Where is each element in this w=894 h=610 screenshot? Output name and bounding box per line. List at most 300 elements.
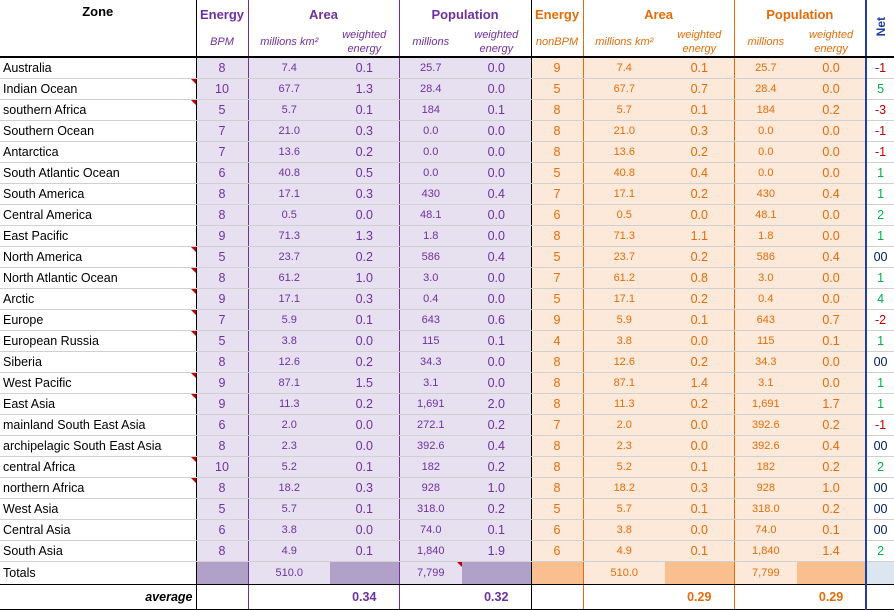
area-cell: 17.1 — [583, 184, 665, 205]
table-row — [0, 247, 894, 268]
area-cell: 61.2 — [583, 268, 665, 289]
zone-cell: southern Africa — [0, 100, 196, 121]
area-cell: 18.2 — [583, 478, 665, 499]
population-weighted-cell: 0.4 — [462, 436, 531, 457]
net-cell: -3 — [866, 100, 894, 121]
area-cell: 61.2 — [248, 268, 330, 289]
weighted-energy-subheader: weighted energy — [665, 28, 734, 57]
area-weighted-cell: 0.2 — [330, 247, 399, 268]
totals-empty — [797, 562, 866, 585]
area-weighted-cell: 0.1 — [665, 457, 734, 478]
population-weighted-cell: 0.0 — [462, 163, 531, 184]
population-weighted-cell: 1.0 — [797, 478, 866, 499]
average-population-weighted: 0.32 — [462, 585, 531, 610]
area-weighted-cell: 0.5 — [330, 163, 399, 184]
zone-cell: South America — [0, 184, 196, 205]
net-cell: -1 — [866, 57, 894, 79]
area-weighted-cell: 0.0 — [665, 331, 734, 352]
table-row — [0, 331, 894, 352]
population-weighted-cell: 1.4 — [797, 541, 866, 562]
population-weighted-cell: 0.2 — [797, 457, 866, 478]
totals-population: 7,799 — [734, 562, 797, 585]
area-nonbpm-header: Area — [583, 0, 734, 28]
area-cell: 0.5 — [248, 205, 330, 226]
population-weighted-cell: 0.2 — [797, 415, 866, 436]
population-cell: 318.0 — [734, 499, 797, 520]
energy-bpm-cell: 9 — [196, 289, 248, 310]
area-cell: 5.2 — [248, 457, 330, 478]
population-cell: 1.8 — [399, 226, 462, 247]
area-cell: 17.1 — [583, 289, 665, 310]
area-bpm-header: Area — [248, 0, 399, 28]
population-cell: 0.0 — [399, 163, 462, 184]
area-cell: 3.8 — [248, 520, 330, 541]
zone-cell: archipelagic South East Asia — [0, 436, 196, 457]
area-cell: 4.9 — [248, 541, 330, 562]
average-empty — [531, 585, 583, 610]
population-bpm-header: Population — [399, 0, 531, 28]
area-weighted-cell: 0.3 — [330, 121, 399, 142]
energy-bpm-header: Energy — [196, 0, 248, 28]
population-cell: 48.1 — [734, 205, 797, 226]
energy-bpm-cell: 6 — [196, 163, 248, 184]
average-area-weighted: 0.34 — [330, 585, 399, 610]
population-cell: 392.6 — [734, 436, 797, 457]
net-cell: 1 — [866, 268, 894, 289]
area-weighted-cell: 0.0 — [330, 205, 399, 226]
net-cell: 1 — [866, 163, 894, 184]
population-weighted-cell: 0.0 — [462, 289, 531, 310]
energy-bpm-cell: 8 — [196, 57, 248, 79]
area-weighted-cell: 0.2 — [330, 352, 399, 373]
area-cell: 5.7 — [248, 100, 330, 121]
average-empty — [196, 585, 248, 610]
net-cell: 2 — [866, 541, 894, 562]
area-weighted-cell: 1.3 — [330, 226, 399, 247]
population-cell: 392.6 — [399, 436, 462, 457]
population-cell: 392.6 — [734, 415, 797, 436]
energy-nonbpm-cell: 7 — [531, 415, 583, 436]
population-cell: 184 — [734, 100, 797, 121]
net-cell: 1 — [866, 373, 894, 394]
net-cell: 00 — [866, 247, 894, 268]
area-cell: 5.7 — [248, 499, 330, 520]
population-cell: 184 — [399, 100, 462, 121]
population-cell: 1,840 — [399, 541, 462, 562]
area-weighted-cell: 0.3 — [665, 478, 734, 499]
energy-nonbpm-cell: 5 — [531, 247, 583, 268]
zone-cell: West Pacific — [0, 373, 196, 394]
energy-nonbpm-cell: 5 — [531, 79, 583, 100]
zone-cell: Indian Ocean — [0, 79, 196, 100]
energy-nonbpm-cell: 6 — [531, 205, 583, 226]
energy-bpm-cell: 9 — [196, 394, 248, 415]
population-weighted-cell: 0.0 — [797, 121, 866, 142]
totals-row — [0, 562, 894, 585]
population-weighted-cell: 0.0 — [797, 79, 866, 100]
zone-cell: Central Asia — [0, 520, 196, 541]
zone-cell: Southern Ocean — [0, 121, 196, 142]
area-weighted-cell: 0.1 — [330, 499, 399, 520]
area-cell: 23.7 — [248, 247, 330, 268]
net-cell: 1 — [866, 184, 894, 205]
area-weighted-cell: 0.2 — [665, 394, 734, 415]
population-cell: 0.0 — [399, 142, 462, 163]
area-cell: 40.8 — [248, 163, 330, 184]
population-cell: 34.3 — [399, 352, 462, 373]
area-weighted-cell: 0.2 — [665, 142, 734, 163]
millions-subheader: millions — [734, 28, 797, 57]
area-cell: 5.9 — [248, 310, 330, 331]
energy-bpm-cell: 9 — [196, 226, 248, 247]
bpm-subheader: BPM — [196, 28, 248, 57]
table-row — [0, 373, 894, 394]
population-weighted-cell: 0.2 — [462, 499, 531, 520]
totals-empty — [531, 562, 583, 585]
net-cell: 00 — [866, 436, 894, 457]
table-row — [0, 289, 894, 310]
net-cell: 00 — [866, 352, 894, 373]
zone-cell: Arctic — [0, 289, 196, 310]
zone-cell: mainland South East Asia — [0, 415, 196, 436]
energy-bpm-cell: 8 — [196, 541, 248, 562]
population-cell: 1.8 — [734, 226, 797, 247]
net-header: Net — [866, 0, 894, 57]
population-weighted-cell: 0.1 — [462, 520, 531, 541]
area-weighted-cell: 0.3 — [330, 478, 399, 499]
population-weighted-cell: 0.0 — [797, 142, 866, 163]
net-cell: 2 — [866, 457, 894, 478]
area-cell: 13.6 — [248, 142, 330, 163]
population-cell: 182 — [399, 457, 462, 478]
area-weighted-cell: 0.1 — [330, 100, 399, 121]
zone-cell: Antarctica — [0, 142, 196, 163]
population-weighted-cell: 0.2 — [797, 100, 866, 121]
zone-cell: South Asia — [0, 541, 196, 562]
area-weighted-cell: 1.4 — [665, 373, 734, 394]
table-row — [0, 57, 894, 79]
net-cell: -1 — [866, 121, 894, 142]
zone-cell: North America — [0, 247, 196, 268]
millions-subheader: millions — [399, 28, 462, 57]
energy-bpm-cell: 8 — [196, 352, 248, 373]
table-row — [0, 310, 894, 331]
totals-empty — [196, 562, 248, 585]
population-cell: 74.0 — [399, 520, 462, 541]
population-weighted-cell: 0.0 — [462, 121, 531, 142]
area-weighted-cell: 1.0 — [330, 268, 399, 289]
area-weighted-cell: 0.1 — [330, 57, 399, 79]
net-cell: -1 — [866, 415, 894, 436]
area-cell: 13.6 — [583, 142, 665, 163]
energy-nonbpm-cell: 9 — [531, 310, 583, 331]
weighted-energy-subheader: weighted energy — [462, 28, 531, 57]
net-cell: 00 — [866, 478, 894, 499]
table-row — [0, 352, 894, 373]
area-weighted-cell: 0.0 — [330, 436, 399, 457]
population-cell: 0.4 — [734, 289, 797, 310]
net-cell: 00 — [866, 520, 894, 541]
area-weighted-cell: 0.3 — [665, 121, 734, 142]
totals-empty — [330, 562, 399, 585]
population-weighted-cell: 0.2 — [797, 499, 866, 520]
population-weighted-cell: 0.0 — [797, 205, 866, 226]
area-weighted-cell: 1.5 — [330, 373, 399, 394]
net-cell: -1 — [866, 142, 894, 163]
population-weighted-cell: 1.9 — [462, 541, 531, 562]
population-weighted-cell: 0.0 — [462, 373, 531, 394]
area-cell: 7.4 — [583, 57, 665, 79]
population-weighted-cell: 0.0 — [462, 142, 531, 163]
zone-cell: North Atlantic Ocean — [0, 268, 196, 289]
area-cell: 5.7 — [583, 499, 665, 520]
area-weighted-cell: 0.8 — [665, 268, 734, 289]
table-row — [0, 520, 894, 541]
population-cell: 586 — [734, 247, 797, 268]
zone-header: Zone — [0, 0, 196, 57]
population-cell: 1,691 — [734, 394, 797, 415]
population-cell: 25.7 — [734, 57, 797, 79]
energy-nonbpm-cell: 6 — [531, 520, 583, 541]
area-weighted-cell: 0.1 — [665, 310, 734, 331]
population-weighted-cell: 0.0 — [462, 226, 531, 247]
population-weighted-cell: 1.0 — [462, 478, 531, 499]
population-cell: 928 — [734, 478, 797, 499]
energy-nonbpm-cell: 8 — [531, 352, 583, 373]
net-cell: 5 — [866, 79, 894, 100]
population-weighted-cell: 0.1 — [797, 331, 866, 352]
area-cell: 87.1 — [583, 373, 665, 394]
area-weighted-cell: 1.1 — [665, 226, 734, 247]
area-weighted-cell: 0.0 — [330, 415, 399, 436]
population-cell: 3.0 — [399, 268, 462, 289]
population-weighted-cell: 0.6 — [462, 310, 531, 331]
population-cell: 586 — [399, 247, 462, 268]
population-cell: 0.0 — [734, 142, 797, 163]
population-weighted-cell: 1.7 — [797, 394, 866, 415]
zone-cell: East Pacific — [0, 226, 196, 247]
area-weighted-cell: 0.0 — [665, 415, 734, 436]
energy-bpm-cell: 8 — [196, 205, 248, 226]
population-cell: 182 — [734, 457, 797, 478]
energy-nonbpm-cell: 8 — [531, 436, 583, 457]
population-cell: 643 — [734, 310, 797, 331]
population-weighted-cell: 0.7 — [797, 310, 866, 331]
area-weighted-cell: 0.3 — [330, 184, 399, 205]
table-row — [0, 205, 894, 226]
energy-bpm-cell: 6 — [196, 520, 248, 541]
area-weighted-cell: 0.1 — [665, 541, 734, 562]
table-row — [0, 226, 894, 247]
population-cell: 48.1 — [399, 205, 462, 226]
area-cell: 2.0 — [583, 415, 665, 436]
area-cell: 18.2 — [248, 478, 330, 499]
net-cell: 2 — [866, 205, 894, 226]
population-weighted-cell: 0.0 — [462, 205, 531, 226]
area-weighted-cell: 0.1 — [330, 310, 399, 331]
area-unit-subheader: millions km² — [583, 28, 665, 57]
totals-label: Totals — [0, 562, 196, 585]
zone-cell: Central America — [0, 205, 196, 226]
zone-cell: Europe — [0, 310, 196, 331]
zone-cell: East Asia — [0, 394, 196, 415]
area-weighted-cell: 0.0 — [665, 436, 734, 457]
table-row — [0, 436, 894, 457]
area-weighted-cell: 0.0 — [330, 520, 399, 541]
population-cell: 272.1 — [399, 415, 462, 436]
zone-cell: West Asia — [0, 499, 196, 520]
population-cell: 115 — [399, 331, 462, 352]
energy-bpm-cell: 5 — [196, 331, 248, 352]
energy-bpm-cell: 8 — [196, 478, 248, 499]
energy-nonbpm-header: Energy — [531, 0, 583, 28]
area-cell: 4.9 — [583, 541, 665, 562]
table-row — [0, 163, 894, 184]
energy-bpm-cell: 10 — [196, 457, 248, 478]
population-cell: 3.1 — [399, 373, 462, 394]
area-weighted-cell: 0.1 — [665, 57, 734, 79]
population-weighted-cell: 0.0 — [797, 57, 866, 79]
totals-empty — [866, 562, 894, 585]
average-area-weighted: 0.29 — [665, 585, 734, 610]
population-weighted-cell: 0.4 — [462, 247, 531, 268]
energy-bpm-cell: 5 — [196, 499, 248, 520]
area-weighted-cell: 0.0 — [665, 520, 734, 541]
energy-bpm-cell: 7 — [196, 142, 248, 163]
energy-nonbpm-cell: 8 — [531, 226, 583, 247]
population-cell: 74.0 — [734, 520, 797, 541]
population-cell: 3.0 — [734, 268, 797, 289]
table-row — [0, 268, 894, 289]
energy-bpm-cell: 5 — [196, 247, 248, 268]
totals-empty — [462, 562, 531, 585]
zone-cell: central Africa — [0, 457, 196, 478]
table-row — [0, 142, 894, 163]
area-weighted-cell: 0.1 — [665, 100, 734, 121]
table-row — [0, 79, 894, 100]
population-weighted-cell: 0.0 — [462, 79, 531, 100]
area-weighted-cell: 0.4 — [665, 163, 734, 184]
weighted-energy-subheader: weighted energy — [330, 28, 399, 57]
population-cell: 0.0 — [399, 121, 462, 142]
energy-bpm-cell: 5 — [196, 100, 248, 121]
energy-nonbpm-cell: 5 — [531, 289, 583, 310]
population-cell: 0.0 — [734, 163, 797, 184]
energy-bpm-cell: 8 — [196, 268, 248, 289]
energy-nonbpm-cell: 7 — [531, 184, 583, 205]
area-cell: 23.7 — [583, 247, 665, 268]
area-cell: 21.0 — [583, 121, 665, 142]
average-row — [0, 585, 894, 610]
population-weighted-cell: 0.1 — [462, 100, 531, 121]
area-cell: 67.7 — [583, 79, 665, 100]
area-cell: 0.5 — [583, 205, 665, 226]
energy-nonbpm-cell: 9 — [531, 57, 583, 79]
area-cell: 71.3 — [248, 226, 330, 247]
area-weighted-cell: 0.1 — [330, 457, 399, 478]
energy-nonbpm-cell: 8 — [531, 478, 583, 499]
population-weighted-cell: 0.0 — [462, 268, 531, 289]
table-row — [0, 457, 894, 478]
energy-nonbpm-cell: 4 — [531, 331, 583, 352]
area-weighted-cell: 0.2 — [665, 184, 734, 205]
area-cell: 12.6 — [583, 352, 665, 373]
zone-cell: Australia — [0, 57, 196, 79]
zone-cell: northern Africa — [0, 478, 196, 499]
area-weighted-cell: 0.0 — [665, 205, 734, 226]
population-cell: 1,691 — [399, 394, 462, 415]
zone-cell: Siberia — [0, 352, 196, 373]
area-weighted-cell: 0.2 — [665, 247, 734, 268]
population-cell: 28.4 — [734, 79, 797, 100]
table-row — [0, 541, 894, 562]
population-weighted-cell: 0.0 — [797, 352, 866, 373]
population-cell: 318.0 — [399, 499, 462, 520]
energy-nonbpm-cell: 6 — [531, 541, 583, 562]
population-cell: 28.4 — [399, 79, 462, 100]
net-cell: 1 — [866, 394, 894, 415]
area-cell: 17.1 — [248, 289, 330, 310]
average-empty — [583, 585, 665, 610]
area-cell: 87.1 — [248, 373, 330, 394]
energy-bpm-cell: 9 — [196, 373, 248, 394]
net-cell: 1 — [866, 331, 894, 352]
population-weighted-cell: 0.0 — [462, 57, 531, 79]
population-cell: 430 — [399, 184, 462, 205]
energy-nonbpm-cell: 8 — [531, 121, 583, 142]
population-weighted-cell: 0.0 — [797, 373, 866, 394]
area-cell: 71.3 — [583, 226, 665, 247]
energy-nonbpm-cell: 8 — [531, 394, 583, 415]
net-cell: 4 — [866, 289, 894, 310]
population-weighted-cell: 0.0 — [797, 163, 866, 184]
population-cell: 25.7 — [399, 57, 462, 79]
average-population-weighted: 0.29 — [797, 585, 866, 610]
weighted-energy-subheader: weighted energy — [797, 28, 866, 57]
energy-bpm-cell: 8 — [196, 436, 248, 457]
population-weighted-cell: 0.0 — [797, 289, 866, 310]
area-weighted-cell: 0.2 — [330, 142, 399, 163]
net-cell: 00 — [866, 499, 894, 520]
area-weighted-cell: 0.2 — [665, 289, 734, 310]
area-cell: 3.8 — [583, 331, 665, 352]
area-cell: 2.3 — [248, 436, 330, 457]
area-cell: 21.0 — [248, 121, 330, 142]
table-row — [0, 415, 894, 436]
energy-bpm-cell: 7 — [196, 121, 248, 142]
net-cell: 1 — [866, 226, 894, 247]
average-label: average — [0, 585, 196, 610]
population-weighted-cell: 0.4 — [462, 184, 531, 205]
table-row — [0, 121, 894, 142]
population-weighted-cell: 0.1 — [797, 520, 866, 541]
area-weighted-cell: 0.2 — [330, 394, 399, 415]
energy-nonbpm-cell: 8 — [531, 373, 583, 394]
area-weighted-cell: 0.7 — [665, 79, 734, 100]
zone-cell: European Russia — [0, 331, 196, 352]
population-cell: 3.1 — [734, 373, 797, 394]
area-cell: 11.3 — [248, 394, 330, 415]
population-cell: 0.0 — [734, 121, 797, 142]
area-weighted-cell: 0.3 — [330, 289, 399, 310]
energy-bpm-cell: 6 — [196, 415, 248, 436]
energy-nonbpm-cell: 8 — [531, 100, 583, 121]
energy-bpm-cell: 8 — [196, 184, 248, 205]
population-weighted-cell: 0.0 — [797, 226, 866, 247]
population-cell: 430 — [734, 184, 797, 205]
energy-nonbpm-cell: 5 — [531, 163, 583, 184]
population-weighted-cell: 0.4 — [797, 436, 866, 457]
